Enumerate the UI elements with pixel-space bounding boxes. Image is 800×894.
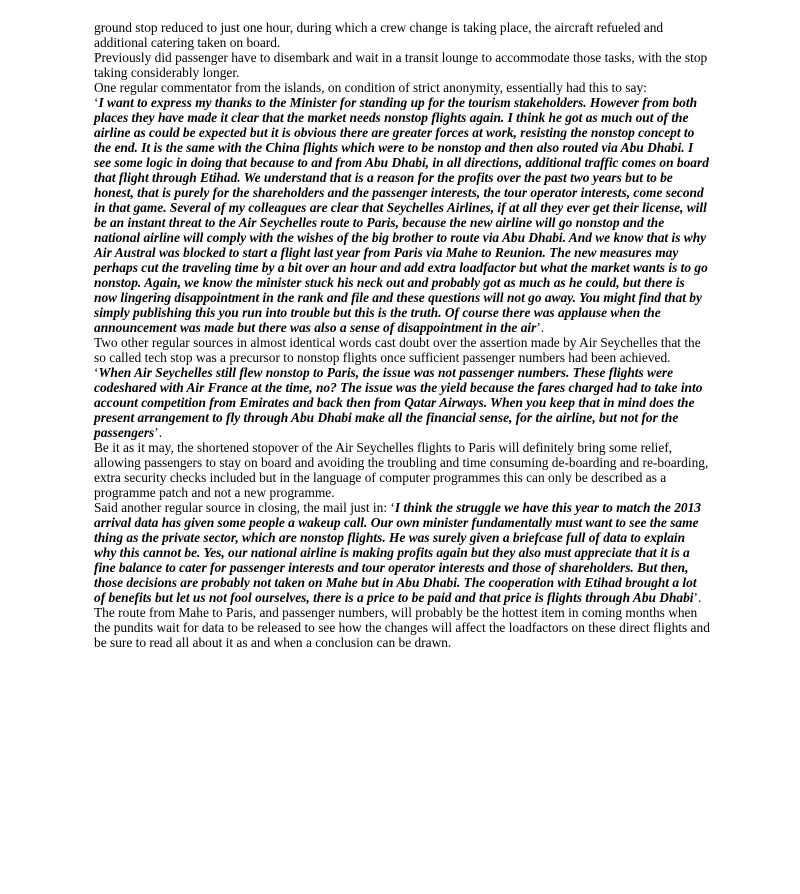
paragraph-two-sources [94, 335, 710, 440]
quote-close-mark: ’. [154, 425, 163, 440]
document-body [94, 20, 710, 650]
paragraph-commentator-intro: One regular commentator from the islands, on condition of strict anonymity, essentially had this to say: [94, 80, 647, 95]
paragraph-closing-source [94, 500, 710, 605]
paragraph-route-mahe-paris: The route from Mahe to Paris, and passenger numbers, will probably be the hottest item in coming months when the pundits wait for data to be released to see how the changes will affect the loadfactors on these direct flights and be sure to read all about it as and when a conclusion can be drawn. [94, 605, 710, 650]
paragraph-commentator-quote [94, 95, 710, 335]
paragraph-ground-stop: ground stop reduced to just one hour, during which a crew change is taking place, the aircraft refueled and additional catering taken on board. [94, 20, 664, 50]
paragraph-text: Two other regular sources in almost identical words cast doubt over the assertion made by Air Seychelles that the so called tech stop was a precursor to nonstop flights once sufficient passenger numbers had been achieved. ‘ [94, 335, 701, 380]
quote-open-mark: ‘ [94, 95, 99, 110]
quote-text: I think the struggle we have this year to match the 2013 arrival data has given some people a wakeup call. Our own minister fundamentally must want to see the same thing as the private sector, which are nonstop flights. He was surely given a briefcase full of data to explain why this cannot be. Yes, our national airline is making profits again but they also must appreciate that it is a fine balance to cater for passenger interests and tour operator interests and those of shareholders. But then, those decisions are probably not taken on Mahe but in Abu Dhabi. The cooperation with Etihad brought a lot of benefits but let us not fool ourselves, there is a price to be paid and that price is flights through Abu Dhabi [94, 500, 702, 605]
quote-close-mark: ’. [693, 590, 702, 605]
paragraph-be-it-as-it-may: Be it as it may, the shortened stopover of the Air Seychelles flights to Paris will definitely bring some relief, allowing passengers to stay on board and avoiding the troubling and time consuming de-boarding and re-boarding, extra security checks included but in the language of computer programmes this can only be described as a programme patch and not a new programme. [94, 440, 709, 500]
paragraph-previously: Previously did passenger have to disembark and wait in a transit lounge to accommodate those tasks, with the stop taking considerably longer. [94, 50, 708, 80]
quote-text: I want to express my thanks to the Minister for standing up for the tourism stakeholders. However from both places they have made it clear that the market needs nonstop flights again. I think he got as much out of the airline as could be expected but it is obvious there are greater forces at work, resisting the nonstop concept to the end. It is the same with the China flights which were to be nonstop and then also routed via Abu Dhabi. I see some logic in doing that because to and from Abu Dhabi, in all directions, additional traffic comes on board that flight through Etihad. We understand that is a reason for the profits over the past two years but to be honest, that is purely for the shareholders and the passenger interests, the tour operator interests, come second in that game. Several of my colleagues are clear that Seychelles Airlines, if at all they ever get their license, will be an instant threat to the Air Seychelles route to Paris, because the new airline will go nonstop and the national airline will comply with the wishes of the big brother to route via Abu Dhabi. And we know that is why Air Austral was blocked to start a flight last year from Paris via Mahe to Reunion. The new measures may perhaps cut the traveling time by a bit over an hour and add extra loadfactor but what the market wants is to go nonstop. Again, we know the minister stuck his neck out and probably got as much as he could, but there is now lingering disappointment in the rank and file and these questions will not go away. You might find that by simply publishing this you run into trouble but this is the truth. Of course there was applause when the announcement was made but there was also a sense of disappointment in the air [94, 95, 709, 335]
paragraph-text: Said another regular source in closing, the mail just in: ‘ [94, 500, 395, 515]
quote-close-mark: ’. [536, 320, 545, 335]
quote-text: When Air Seychelles still flew nonstop to Paris, the issue was not passenger numbers. These flights were codeshared with Air France at the time, no? The issue was the yield because the fares charged had to take into account competition from Emirates and back then from Qatar Airways. When you keep that in mind does the present arrangement to fly through Abu Dhabi make all the financial sense, for the airline, but not for the passengers [94, 365, 703, 440]
